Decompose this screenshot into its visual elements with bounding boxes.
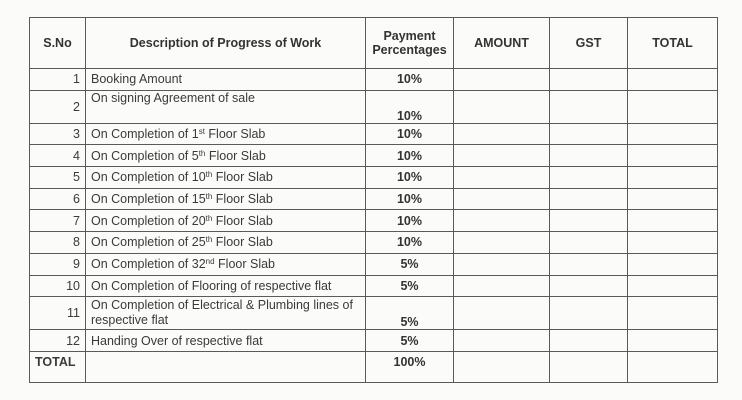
row-description: On Completion of 1st Floor Slab — [86, 123, 366, 145]
row-total[interactable] — [628, 275, 718, 297]
row-percentage: 10% — [366, 167, 454, 189]
row-sno: 4 — [30, 145, 86, 167]
row-percentage: 5% — [366, 253, 454, 275]
row-percentage: 5% — [366, 297, 454, 330]
row-description: On Completion of 10th Floor Slab — [86, 167, 366, 189]
header-payment-percentages — [366, 18, 454, 69]
payment-schedule-table — [29, 17, 718, 383]
table-row — [30, 330, 718, 352]
total-description — [86, 351, 366, 382]
table-row — [30, 297, 718, 330]
header-total: TOTAL — [628, 18, 718, 69]
row-sno: 6 — [30, 188, 86, 210]
row-amount[interactable] — [454, 188, 550, 210]
row-amount[interactable] — [454, 167, 550, 189]
row-sno: 2 — [30, 90, 86, 123]
row-gst[interactable] — [550, 275, 628, 297]
total-label: TOTAL — [30, 351, 86, 382]
table-row — [30, 232, 718, 254]
row-description: On Completion of 20th Floor Slab — [86, 210, 366, 232]
row-total[interactable] — [628, 232, 718, 254]
row-percentage: 10% — [366, 210, 454, 232]
row-total[interactable] — [628, 210, 718, 232]
row-gst[interactable] — [550, 330, 628, 352]
row-amount[interactable] — [454, 330, 550, 352]
row-description: On Completion of Electrical & Plumbing lines of respective flat — [86, 297, 366, 330]
row-amount[interactable] — [454, 90, 550, 123]
row-gst[interactable] — [550, 253, 628, 275]
row-sno: 1 — [30, 69, 86, 91]
row-description: On signing Agreement of sale — [86, 90, 366, 123]
total-percentage: 100% — [366, 351, 454, 382]
header-row — [30, 18, 718, 69]
row-sno: 9 — [30, 253, 86, 275]
row-description: On Completion of 15th Floor Slab — [86, 188, 366, 210]
header-sno: S.No — [30, 18, 86, 69]
row-gst[interactable] — [550, 167, 628, 189]
header-payment-line1: Payment — [383, 29, 436, 43]
row-sno: 5 — [30, 167, 86, 189]
table-row — [30, 253, 718, 275]
row-gst[interactable] — [550, 69, 628, 91]
row-total[interactable] — [628, 69, 718, 91]
row-percentage: 10% — [366, 69, 454, 91]
table-row — [30, 90, 718, 123]
row-sno: 7 — [30, 210, 86, 232]
table-row — [30, 167, 718, 189]
table-row — [30, 210, 718, 232]
row-gst[interactable] — [550, 297, 628, 330]
header-payment-line2: Percentages — [372, 43, 447, 57]
table-row — [30, 188, 718, 210]
total-total[interactable] — [628, 351, 718, 382]
table-row — [30, 69, 718, 91]
row-gst[interactable] — [550, 210, 628, 232]
row-sno: 3 — [30, 123, 86, 145]
row-total[interactable] — [628, 188, 718, 210]
row-amount[interactable] — [454, 232, 550, 254]
row-amount[interactable] — [454, 69, 550, 91]
row-amount[interactable] — [454, 210, 550, 232]
row-description: On Completion of Flooring of respective flat — [86, 275, 366, 297]
row-total[interactable] — [628, 90, 718, 123]
header-description: Description of Progress of Work — [86, 18, 366, 69]
total-row — [30, 351, 718, 382]
row-amount[interactable] — [454, 145, 550, 167]
row-percentage: 5% — [366, 275, 454, 297]
row-percentage: 5% — [366, 330, 454, 352]
row-gst[interactable] — [550, 232, 628, 254]
row-gst[interactable] — [550, 145, 628, 167]
total-gst[interactable] — [550, 351, 628, 382]
row-total[interactable] — [628, 167, 718, 189]
table-row — [30, 123, 718, 145]
row-gst[interactable] — [550, 188, 628, 210]
row-description: On Completion of 25th Floor Slab — [86, 232, 366, 254]
table-row — [30, 145, 718, 167]
row-gst[interactable] — [550, 90, 628, 123]
row-sno: 12 — [30, 330, 86, 352]
row-percentage: 10% — [366, 145, 454, 167]
row-amount[interactable] — [454, 275, 550, 297]
header-gst: GST — [550, 18, 628, 69]
row-gst[interactable] — [550, 123, 628, 145]
row-description: Handing Over of respective flat — [86, 330, 366, 352]
row-amount[interactable] — [454, 297, 550, 330]
row-description: On Completion of 32nd Floor Slab — [86, 253, 366, 275]
header-amount: AMOUNT — [454, 18, 550, 69]
row-total[interactable] — [628, 253, 718, 275]
row-amount[interactable] — [454, 253, 550, 275]
total-amount[interactable] — [454, 351, 550, 382]
row-percentage: 10% — [366, 188, 454, 210]
table-row — [30, 275, 718, 297]
row-total[interactable] — [628, 297, 718, 330]
row-sno: 10 — [30, 275, 86, 297]
row-percentage: 10% — [366, 232, 454, 254]
row-sno: 11 — [30, 297, 86, 330]
row-percentage: 10% — [366, 90, 454, 123]
row-description: On Completion of 5th Floor Slab — [86, 145, 366, 167]
row-sno: 8 — [30, 232, 86, 254]
row-description: Booking Amount — [86, 69, 366, 91]
row-amount[interactable] — [454, 123, 550, 145]
row-total[interactable] — [628, 123, 718, 145]
row-total[interactable] — [628, 330, 718, 352]
row-total[interactable] — [628, 145, 718, 167]
row-percentage: 10% — [366, 123, 454, 145]
